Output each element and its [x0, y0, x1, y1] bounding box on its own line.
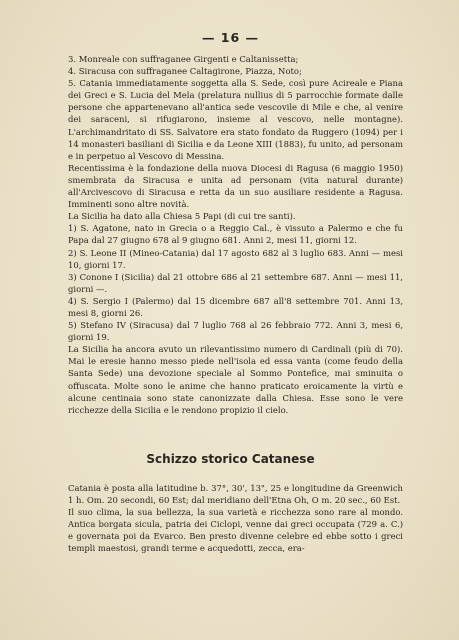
list-item: 4) S. Sergio I (Palermo) dal 15 dicembre 687 all'8 settembre 701. Anni 13, mesi 8, giorni 26. — [68, 295, 403, 318]
paragraph: Recentissima è la fondazione della nuova Diocesi di Ragusa (6 maggio 1950) smembrata da Siracusa e unita ad personam (vita natural durante) all'Arcivescovo di Siracusa e retta da un suo ausiliare residente a Ragusa. Imminenti sono altre novità. — [68, 162, 403, 210]
list-item: 1) S. Agatone, nato in Grecia o a Reggio Cal., è vissuto a Palermo e che fu Papa dal 27 giugno 678 al 9 giugno 681. Anni 2, mesi 11, giorni 12. — [68, 223, 403, 246]
paragraph: Catania è posta alla latitudine b. 37°, 30', 13", 25 e longitudine da Greenwich 1 h. Om. 20 secondi, 60 Est; dal meridiano dell'Etna Oh, O m. 20 sec., 60 Est. — [68, 482, 403, 505]
section-title: Schizzo storico Catanese — [146, 451, 315, 466]
paragraph: La Sicilia ha dato alla Chiesa 5 Papi (di cui tre santi). — [68, 211, 296, 222]
paragraph: Il suo clima, la sua bellezza, la sua varietà e ricchezza sono rare al mondo. Antica borgata sicula, patria dei Ciclopi, venne dai greci occupata (729 a. C.) e governata poi da Evarco. Ben presto divenne celebre ed ebbe sotto i greci templi maestosi, grandi terme e acquedotti, zecca, era- — [68, 507, 403, 554]
paragraph: La Sicilia ha ancora avuto un rilevantissimo numero di Cardinali (più di 70). Mai le eresie hanno messo piede nell'isola ed essa vanta (come feudo della Santa Sede) una devozione speciale al Sommo Pontefice, mai sminuita o offuscata. Molte sono le anime che hanno praticato eroicamente la virtù e alcune centinaia sono state canonizzate dalla Chiesa. Esse sono le vere ricchezze della Sicilia e le rendono propizio il cielo. — [68, 344, 403, 415]
list-item: 3) Conone I (Sicilia) dal 21 ottobre 686 al 21 settembre 687. Anni — mesi 11, giorni —. — [68, 271, 403, 294]
section-text — [58, 482, 403, 555]
list-item: 4. Siracusa con suffraganee Caltagirone, Piazza, Noto; — [68, 66, 302, 77]
list-item: 3. Monreale con suffraganee Girgenti e Caltanissetta; — [68, 54, 299, 64]
page-number: — 16 — — [201, 30, 260, 45]
list-item: 2) S. Leone II (Mineo-Catania) dal 17 agosto 682 al 3 luglio 683. Anni — mesi 10, giorni 17. — [68, 247, 403, 270]
list-item: 5. Catania immediatamente soggetta alla S. Sede, così pure Acireale e Piana dei Greci e S. Lucia del Mela (prelatura nullius di 5 parrocchie formate dalle persone che appartenevano all'antica sede vescovile di Mile e che, al venire dei saraceni, si rifugiarono, insieme al vescovo, nelle montagne). L'archimandritato di SS. Salvatore era stato fondato da Ruggero (1094) per i 14 monasteri basiliani di Sicilia e da Leone XIII (1883), fu unito, ad personam e in perpetuo al Vescovo di Messina. — [68, 78, 403, 161]
list-item: 5) Stefano IV (Siracusa) dal 7 luglio 768 al 26 febbraio 772. Anni 3, mesi 6, giorni 19. — [68, 320, 403, 343]
main-text — [58, 53, 403, 416]
